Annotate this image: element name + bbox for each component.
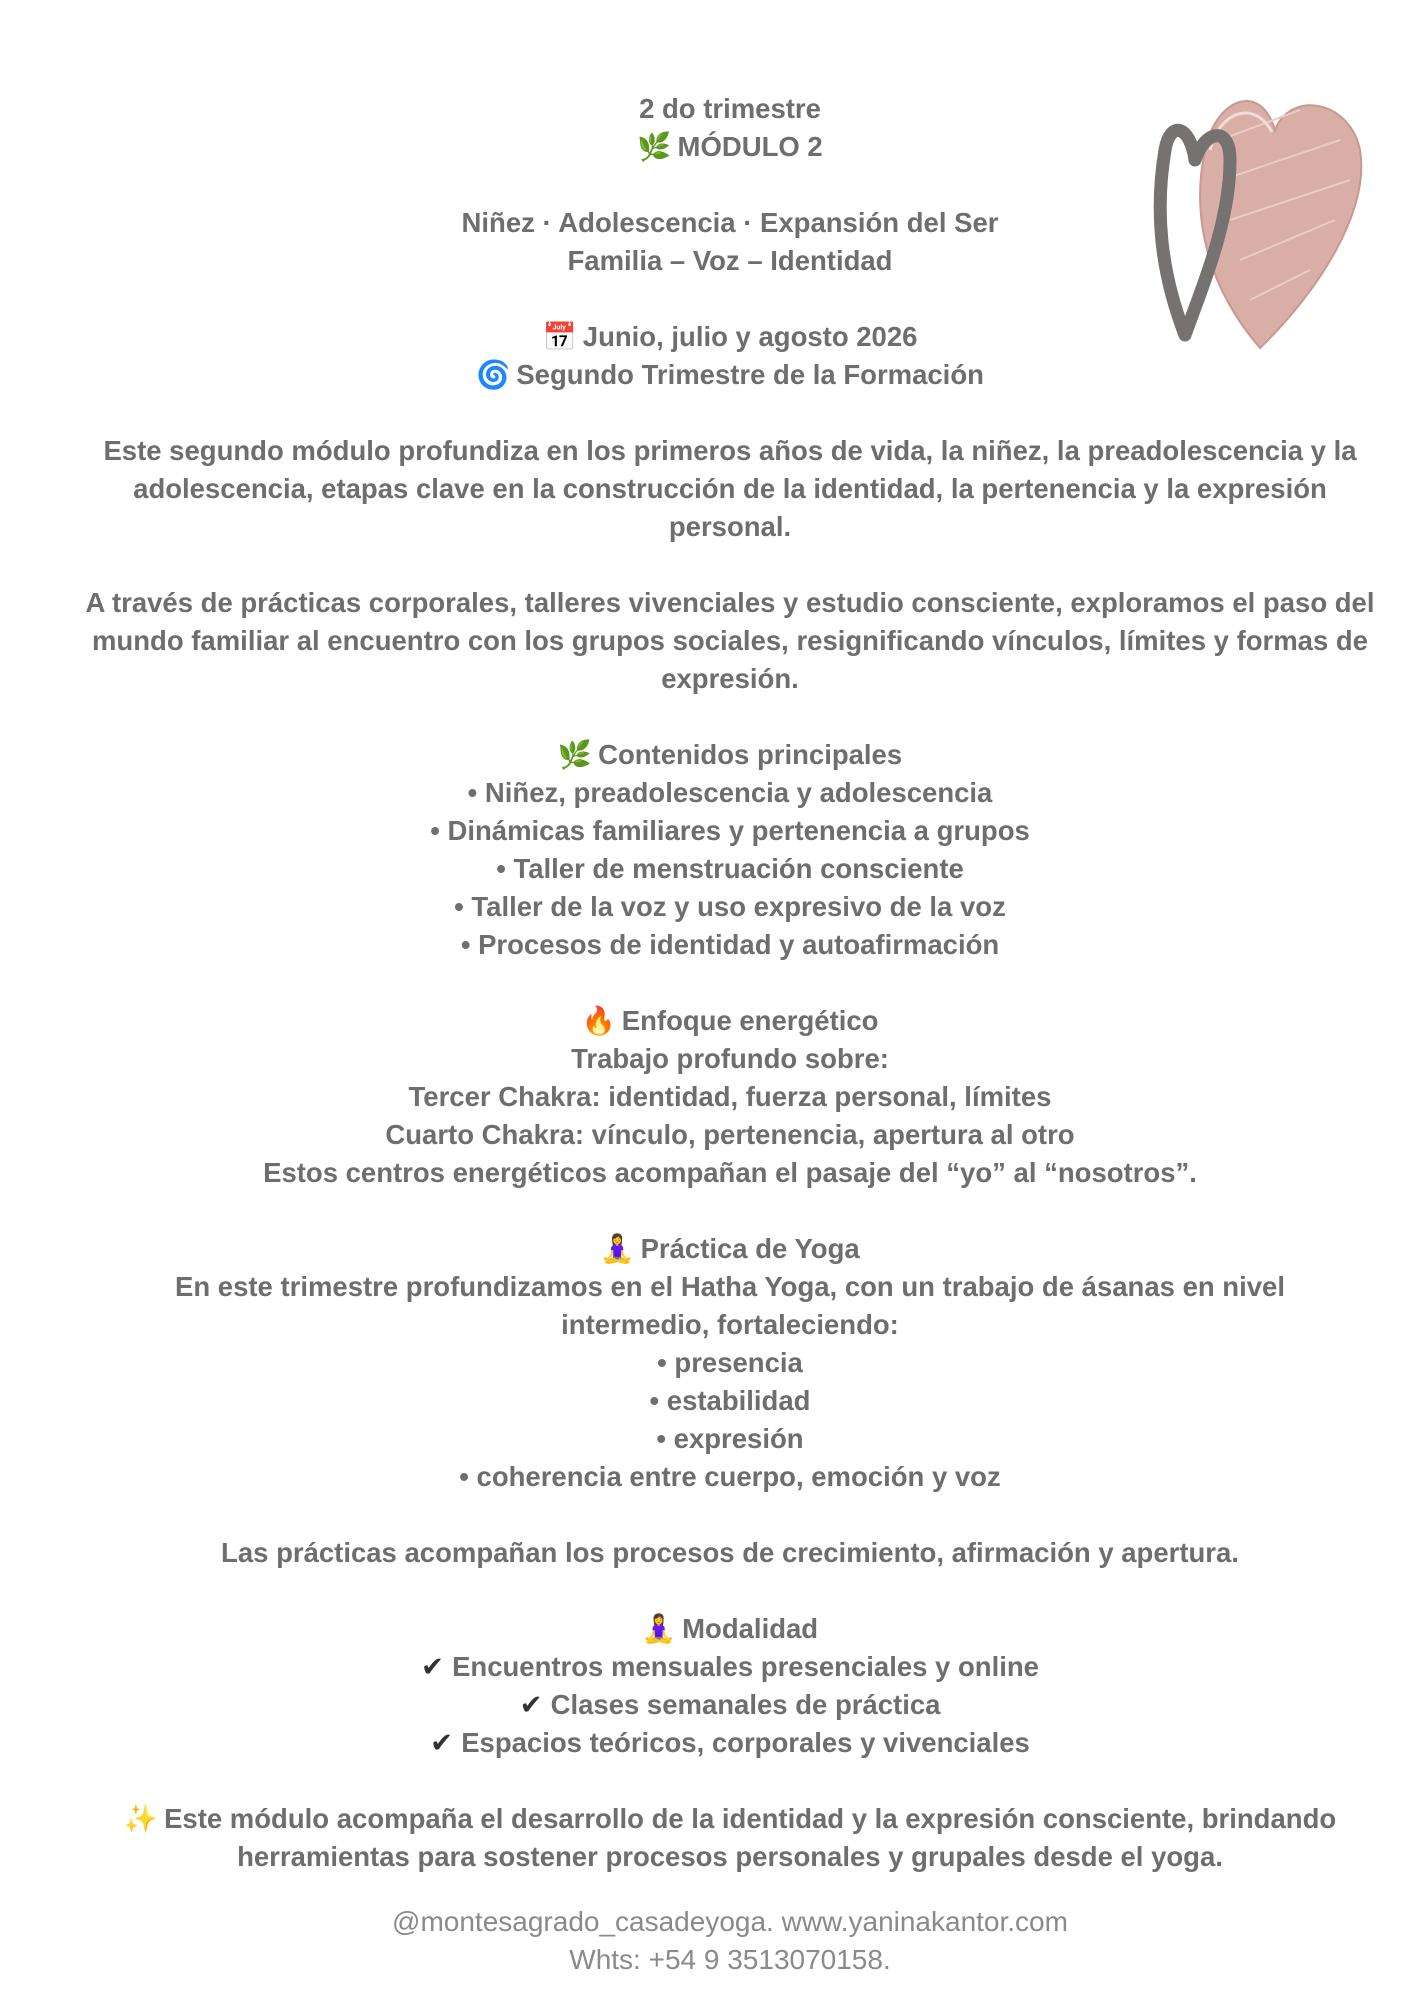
modality-heading: 🧘‍♀️ Modalidad xyxy=(70,1610,1390,1648)
check-icon: ✔ xyxy=(430,1727,454,1758)
list-item: • expresión xyxy=(656,1423,804,1454)
check-icon: ✔ xyxy=(421,1651,445,1682)
contact-social-web: @montesagrado_casadeyoga. www.yaninakantor.com xyxy=(392,1906,1068,1937)
yoga-intro: En este trimestre profundizamos en el Hatha Yoga, con un trabajo de ásanas en nivel xyxy=(175,1271,1285,1302)
module-title: 🌿 MÓDULO 2 xyxy=(70,128,1390,166)
period-line: 🌀 Segundo Trimestre de la Formación xyxy=(70,356,1390,394)
yoga-closing: Las prácticas acompañan los procesos de crecimiento, afirmación y apertura. xyxy=(221,1537,1239,1568)
module-description xyxy=(70,90,1390,1876)
modality-item: ✔ Encuentros mensuales presenciales y online xyxy=(70,1648,1390,1686)
energy-line: Estos centros energéticos acompañan el pasaje del “yo” al “nosotros”. xyxy=(263,1157,1197,1188)
check-icon: ✔ xyxy=(519,1689,543,1720)
woman-yoga-icon: 🧘‍♀️ xyxy=(600,1233,635,1264)
list-item: • Dinámicas familiares y pertenencia a grupos xyxy=(430,815,1030,846)
list-item: • presencia xyxy=(657,1347,803,1378)
subtitle-themes: Familia – Voz – Identidad xyxy=(567,245,893,276)
energy-heading: 🔥 Enfoque energético xyxy=(70,1002,1390,1040)
list-item: • Procesos de identidad y autoafirmación xyxy=(460,929,1000,960)
subtitle-stages: Niñez · Adolescencia · Expansión del Ser xyxy=(461,207,999,238)
energy-line: Trabajo profundo sobre: xyxy=(571,1043,889,1074)
list-item: • Taller de menstruación consciente xyxy=(496,853,964,884)
list-item: • estabilidad xyxy=(649,1385,811,1416)
contact-footer xyxy=(70,1903,1390,1979)
trimester-label: 2 do trimestre xyxy=(639,93,821,124)
dates-line: 📅 Junio, julio y agosto 2026 xyxy=(70,318,1390,356)
cyclone-icon: 🌀 xyxy=(476,359,511,390)
list-item: • Niñez, preadolescencia y adolescencia xyxy=(467,777,993,808)
woman-yoga-icon: 🧘‍♀️ xyxy=(641,1613,677,1644)
herb-icon: 🌿 xyxy=(557,739,593,770)
intro-paragraph-1: Este segundo módulo profundiza en los primeros años de vida, la niñez, la preadolescencia y la adolescencia, etapas clave en la construcción de la identidad, la pertenencia y la expresión personal. xyxy=(103,435,1357,542)
calendar-icon: 📅 xyxy=(542,321,577,352)
yoga-heading: 🧘‍♀️ Práctica de Yoga xyxy=(70,1230,1390,1268)
closing-line-2: herramientas para sostener procesos personales y grupales desde el yoga. xyxy=(237,1841,1223,1872)
fire-icon: 🔥 xyxy=(581,1005,616,1036)
modality-item: ✔ Espacios teóricos, corporales y vivenciales xyxy=(70,1724,1390,1762)
contact-whatsapp: Whts: +54 9 3513070158. xyxy=(569,1944,891,1975)
list-item: • Taller de la voz y uso expresivo de la voz xyxy=(454,891,1006,922)
list-item: • coherencia entre cuerpo, emoción y voz xyxy=(459,1461,1001,1492)
intro-paragraph-2: A través de prácticas corporales, talleres vivenciales y estudio consciente, exploramos el paso del mundo familiar al encuentro con los grupos sociales, resignificando vínculos, límites y formas de expresión. xyxy=(85,587,1375,694)
herb-icon: 🌿 xyxy=(637,131,672,162)
energy-line: Tercer Chakra: identidad, fuerza personal, límites xyxy=(408,1081,1052,1112)
contents-heading: 🌿 Contenidos principales xyxy=(70,736,1390,774)
closing-line-1: ✨ Este módulo acompaña el desarrollo de la identidad y la expresión consciente, brindando xyxy=(70,1800,1390,1838)
sparkles-icon: ✨ xyxy=(123,1803,159,1834)
yoga-intro: intermedio, fortaleciendo: xyxy=(561,1309,899,1340)
modality-item: ✔ Clases semanales de práctica xyxy=(70,1686,1390,1724)
energy-line: Cuarto Chakra: vínculo, pertenencia, apertura al otro xyxy=(385,1119,1075,1150)
